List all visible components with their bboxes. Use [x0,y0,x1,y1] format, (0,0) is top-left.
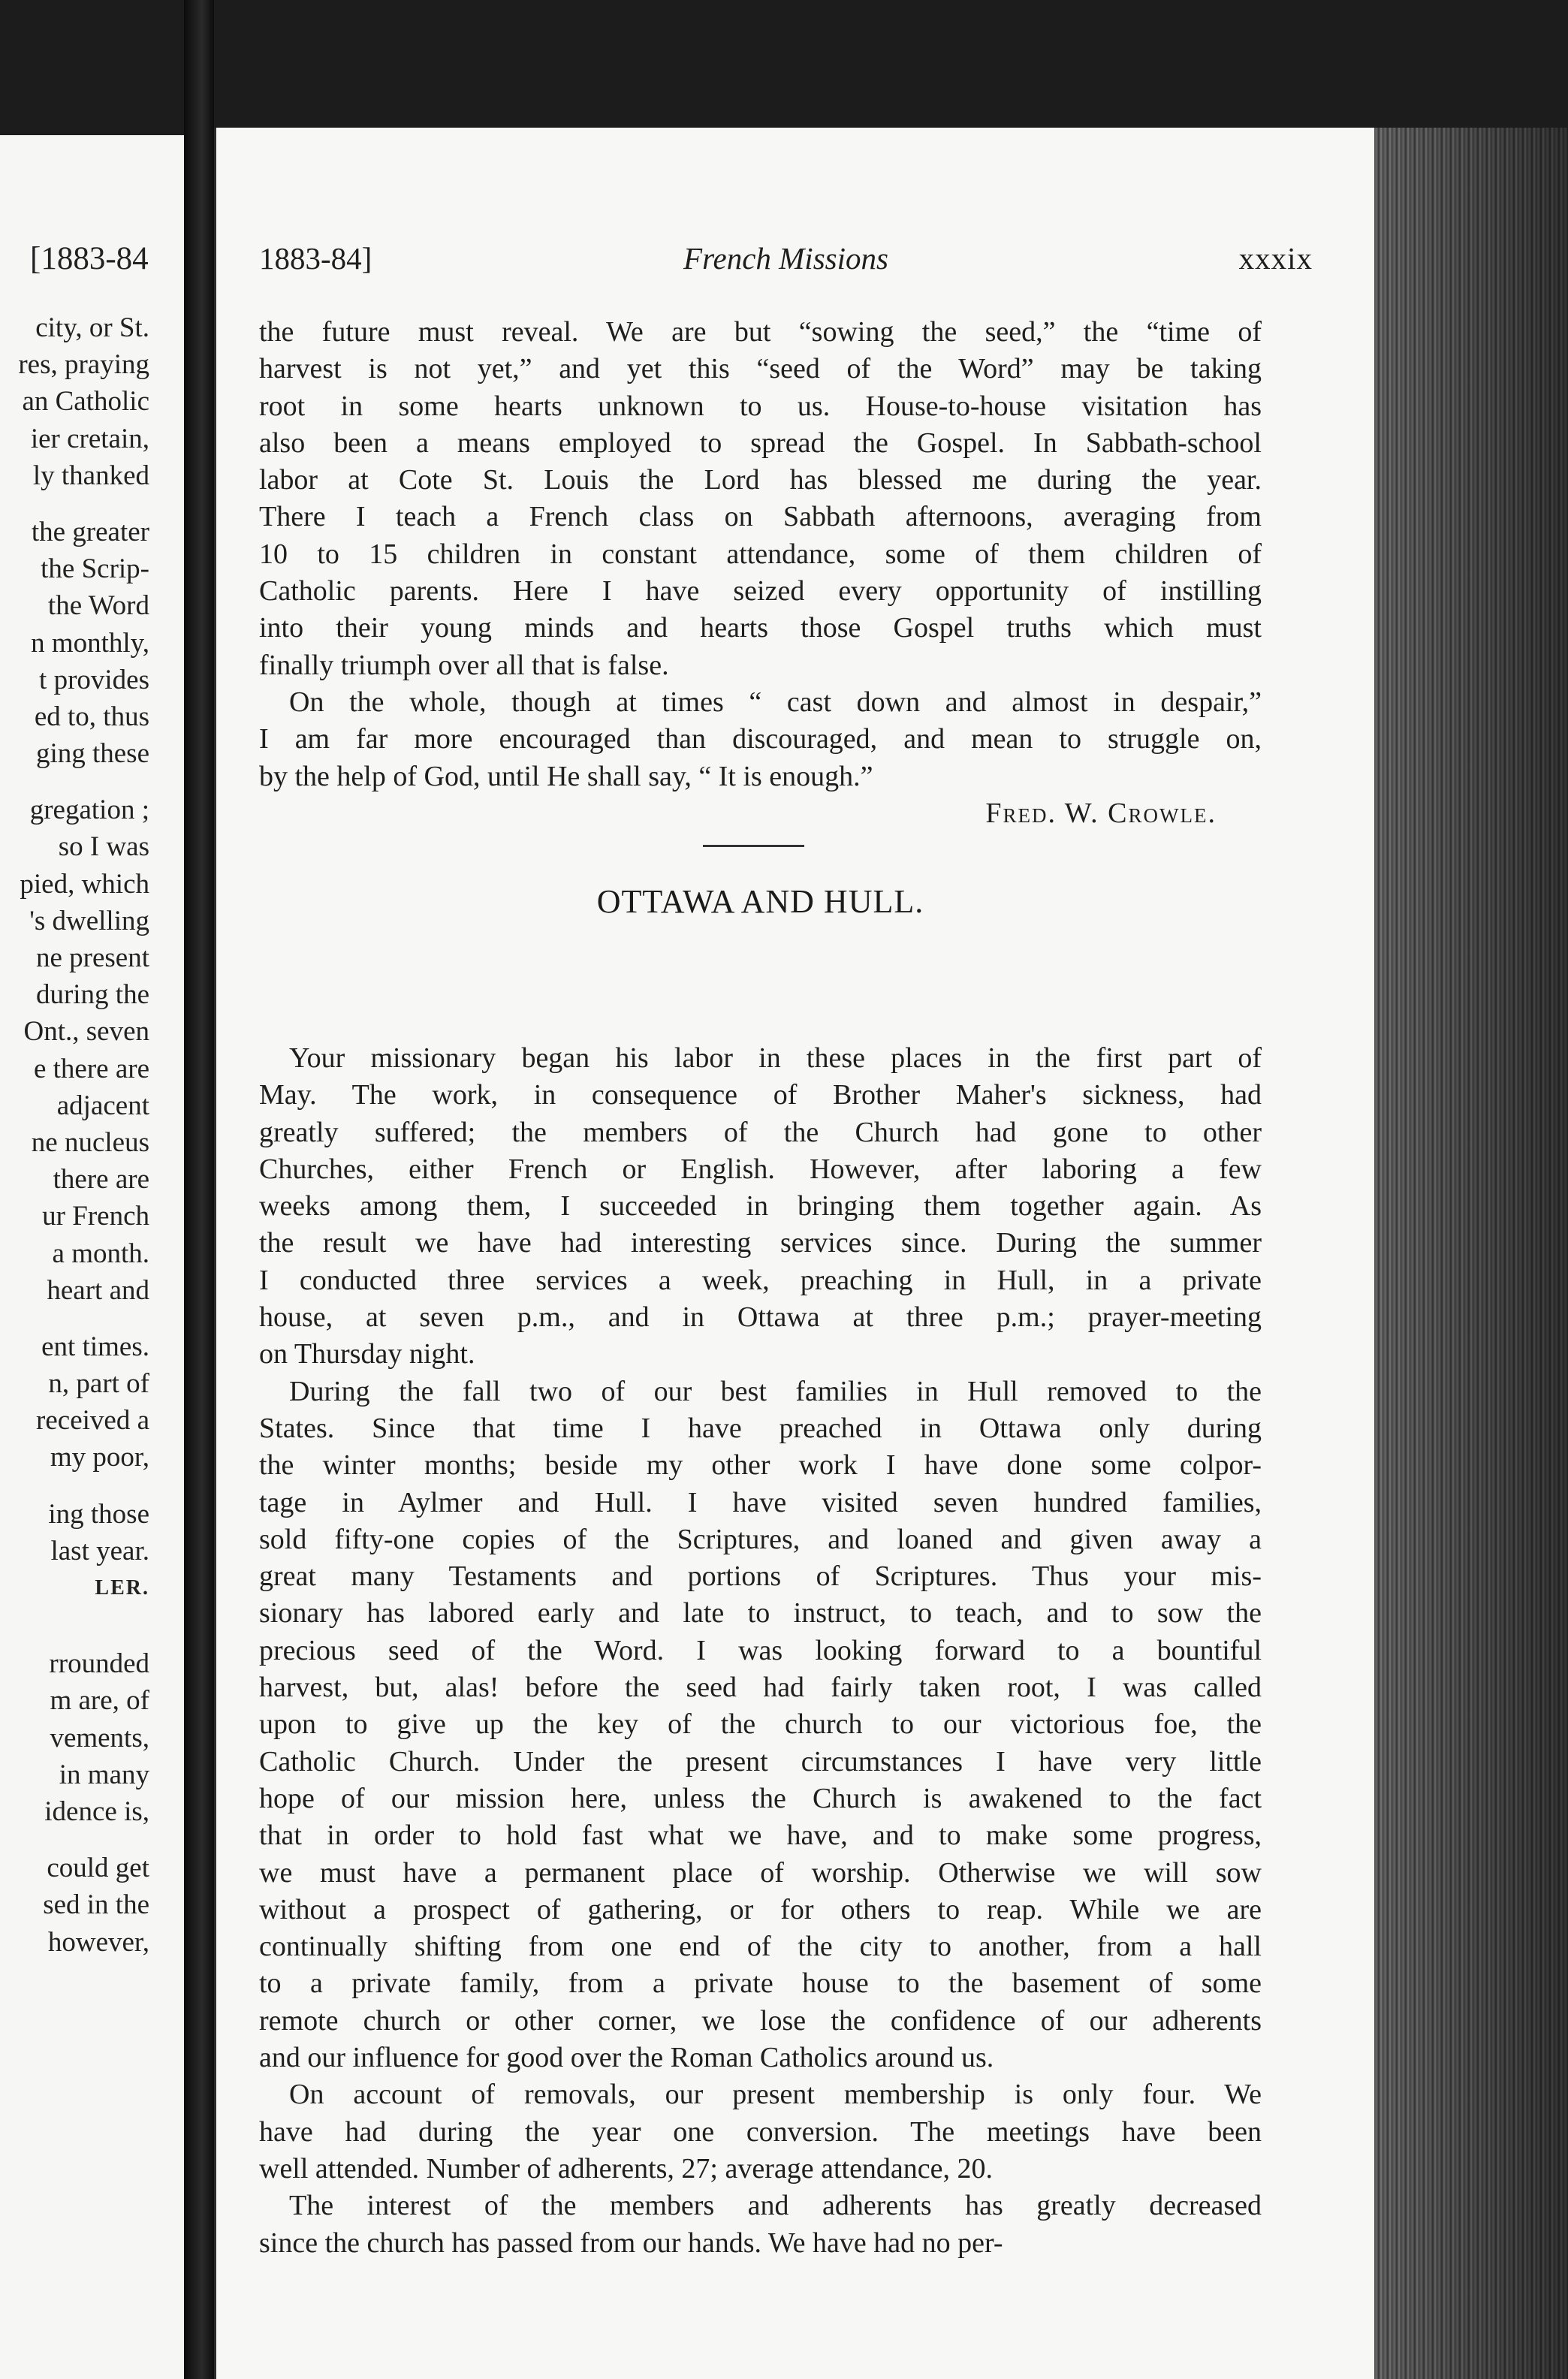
text-line: Your missionary began his labor in these places in the first part of [289,1042,1262,1074]
left-page-line: ly thanked [32,460,149,491]
text-line: labor at Cote St. Louis the Lord has blessed me during the year. [259,464,1262,496]
text-line: finally triumph over all that is false. [259,649,669,681]
line-gap [0,494,149,514]
left-page-line: so I was [58,831,149,863]
left-page-line: ne present [35,942,149,973]
text-line: on Thursday night. [259,1338,475,1370]
left-page-line: LER. [95,1576,149,1600]
left-page-line: during the [35,979,149,1011]
page-number: xxxix [1238,241,1313,276]
left-page-line: in many [59,1759,149,1790]
left-page-line: an Catholic [22,386,149,418]
text-line: tage in Aylmer and Hull. I have visited seven hundred families, [259,1486,1262,1518]
left-page-line: the Word [47,590,149,622]
line-gap [0,1606,149,1626]
text-line: remote church or other corner, we lose the confidence of our adherents [259,2004,1262,2037]
text-line: Catholic Church. Under the present circumstances I have very little [259,1745,1262,1777]
running-head-title: French Missions [683,241,888,276]
right-page [214,128,1377,2379]
left-page-line: ne nucleus [31,1126,149,1158]
left-page-line: t provides [39,664,149,695]
section-heading: OTTAWA AND HULL. [596,883,924,920]
text-line: Churches, either French or English. However, after laboring a few [259,1153,1262,1185]
left-page-line: ed to, thus [34,701,149,732]
text-line: I am far more encouraged than discouraged, and mean to struggle on, [259,723,1262,755]
paragraph [259,314,1262,684]
text-line: hope of our mission here, unless the Church is awakened to the fact [259,1782,1262,1814]
text-line: sionary has labored early and late to instruct, to teach, and to sow the [259,1597,1262,1630]
left-page [0,135,185,2379]
text-line: precious seed of the Word. I was looking forward to a bountiful [259,1634,1262,1666]
left-page-line: adjacent [56,1090,149,1121]
left-page-line: the greater [31,516,149,547]
left-page-line: there are [53,1164,149,1196]
left-page-line: idence is, [44,1796,149,1827]
line-gap [0,1626,149,1645]
left-page-line: however, [47,1926,149,1958]
left-page-line: could get [47,1853,149,1884]
text-line: May. The work, in consequence of Brother Maher's sickness, had [259,1079,1262,1111]
text-line: by the help of God, until He shall say, “ It is enough.” [259,760,873,792]
signature: Fred. W. Crowle. [985,797,1217,829]
text-line: The interest of the members and adherents has greatly decreased [289,2190,1262,2222]
text-line: well attended. Number of adherents, 27; average attendance, 20. [259,2152,994,2185]
line-gap [0,1476,149,1496]
left-page-line: city, or St. [35,312,149,343]
text-line: that in order to hold fast what we have, and to make some progress, [259,1820,1262,1852]
line-gap [0,1309,149,1328]
text-line: also been a means employed to spread the Gospel. In Sabbath-school [259,427,1262,459]
text-line: the winter months; beside my other work I have done some colpor- [259,1449,1262,1482]
left-page-text [0,309,149,1961]
text-line: greatly suffered; the members of the Church had gone to other [259,1116,1262,1148]
line-gap [0,772,149,791]
left-page-line: a month. [52,1238,149,1269]
ottawa-hull-report [259,1040,1262,2262]
left-page-line: ur French [42,1201,149,1232]
text-line: 10 to 15 children in constant attendance, some of them children of [259,538,1262,570]
left-page-line: gregation ; [29,795,149,826]
text-line: weeks among them, I succeeded in bringing them together again. As [259,1190,1262,1223]
text-line: On the whole, though at times “ cast down and almost in despair,” [289,686,1262,718]
running-head-year: 1883-84] [259,241,372,276]
text-line: into their young minds and hearts those Gospel truths which must [259,612,1262,644]
left-page-line: pied, which [20,868,149,900]
paragraph [259,2188,1262,2262]
left-page-line: ier cretain, [30,423,149,454]
text-line: I conducted three services a week, preaching in Hull, in a private [259,1264,1262,1296]
text-line: harvest is not yet,” and yet this “seed of the Word” may be taking [259,353,1262,385]
left-page-line: vements, [50,1722,149,1753]
text-line: since the church has passed from our hands. We have had no per- [259,2227,1003,2259]
section-divider [703,845,804,847]
text-line: root in some hearts unknown to us. House-to-house visitation has [259,390,1262,422]
text-line: harvest, but, alas! before the seed had fairly taken root, I was called [259,1672,1262,1704]
line-gap [0,1830,149,1850]
paragraph [259,1040,1262,1373]
text-line: house, at seven p.m., and in Ottawa at three p.m.; prayer-meeting [259,1301,1262,1334]
left-page-line: received a [36,1405,149,1437]
left-page-line: last year. [50,1535,149,1566]
paragraph [259,684,1262,795]
text-line: and our influence for good over the Roman Catholics around us. [259,2042,994,2074]
left-page-line: my poor, [50,1442,149,1473]
text-line: we must have a permanent place of worship. Otherwise we will sow [259,1856,1262,1889]
text-line: upon to give up the key of the church to our victorious foe, the [259,1708,1262,1741]
left-page-line: n monthly, [31,627,149,659]
text-line: without a prospect of gathering, or for others to reap. While we are [259,1893,1262,1925]
text-line: Catholic parents. Here I have seized every opportunity of instilling [259,575,1262,608]
crowle-report [259,314,1262,832]
left-page-line: ent times. [41,1331,149,1362]
text-line: have had during the year one conversion. The meetings have been [259,2115,1262,2148]
left-page-header: [1883-84 [30,241,149,276]
text-line: the future must reveal. We are but “sowing the seed,” the “time of [259,316,1262,348]
left-page-line: the Scrip- [41,553,149,585]
left-page-line: heart and [47,1274,149,1306]
left-page-line: 's dwelling [29,905,149,936]
left-page-line: ging these [35,738,149,770]
paragraph [259,2076,1262,2188]
left-page-line: ing those [48,1498,149,1530]
left-page-line: Ont., seven [23,1016,149,1048]
left-page-line: res, praying [18,349,149,381]
left-page-line: sed in the [43,1889,149,1921]
text-line: to a private family, from a private house to the basement of some [259,1967,1262,2000]
text-line: There I teach a French class on Sabbath afternoons, averaging from [259,501,1262,533]
paragraph [259,1373,1262,2077]
left-page-line: rrounded [49,1648,149,1680]
left-page-line: m are, of [50,1685,149,1717]
page-edges-shade [1374,128,1568,2379]
text-line: On account of removals, our present membership is only four. We [289,2079,1262,2111]
left-page-line: n, part of [48,1368,149,1400]
text-line: great many Testaments and portions of Scriptures. Thus your mis- [259,1560,1262,1593]
text-line: During the fall two of our best families in Hull removed to the [289,1375,1262,1407]
text-line: the result we have had interesting services since. During the summer [259,1227,1262,1259]
running-head [259,240,1313,285]
text-line: continually shifting from one end of the city to another, from a hall [259,1931,1262,1963]
book-gutter [184,0,214,2379]
text-line: sold fifty-one copies of the Scriptures, and loaned and given away a [259,1523,1262,1555]
left-page-line: e there are [33,1053,149,1084]
text-line: States. Since that time I have preached in Ottawa only during [259,1412,1262,1444]
